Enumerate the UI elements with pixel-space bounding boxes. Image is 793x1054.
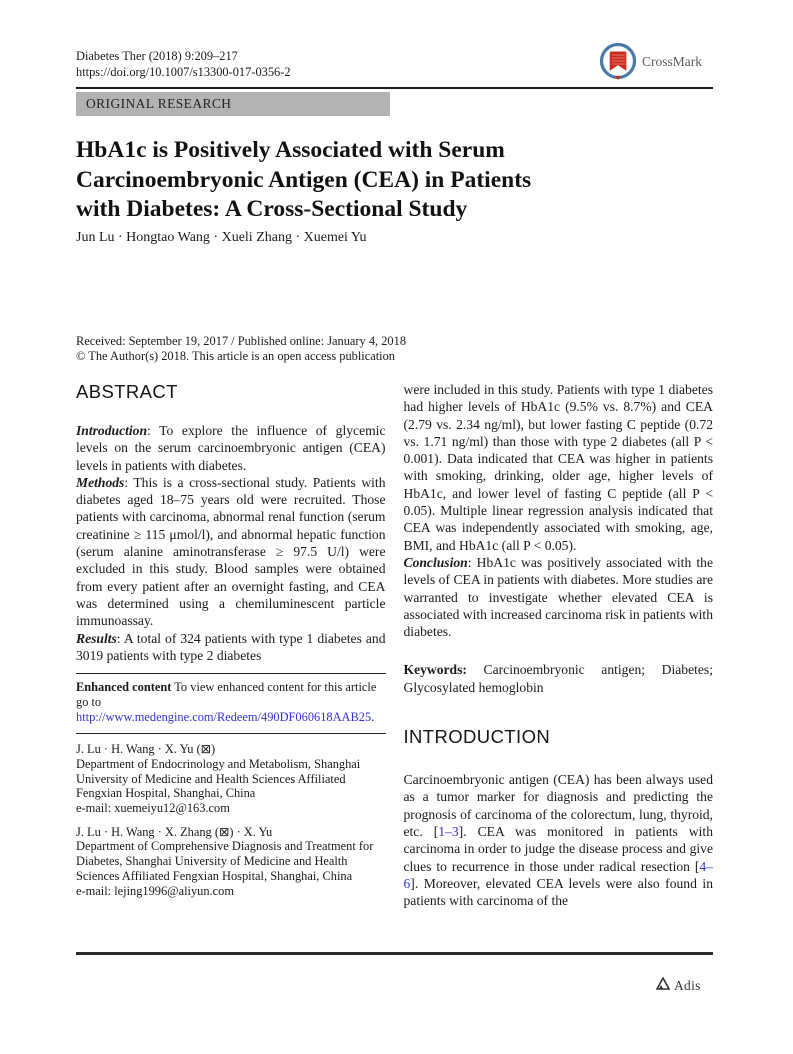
keywords-label: Keywords: bbox=[403, 662, 467, 678]
adis-label: Adis bbox=[674, 978, 701, 993]
abstract-results-label: Results bbox=[76, 630, 117, 646]
doi-url: https://doi.org/10.1007/s13300-017-0356-2 bbox=[76, 64, 291, 79]
article-title bbox=[76, 136, 656, 225]
affiliation-block bbox=[76, 742, 386, 816]
abstract-introduction-text: : To explore the influence of glycemic levels on the serum carcinoembryonic antigen (CEA) levels in patients with diabetes. bbox=[76, 423, 386, 473]
abstract-methods bbox=[76, 474, 386, 630]
title-line: Carcinoembryonic Antigen (CEA) in Patients bbox=[76, 166, 532, 193]
enhanced-content-label: Enhanced content bbox=[76, 680, 172, 695]
abstract-methods-text: : This is a cross-sectional study. Patients with diabetes aged 18–75 years old were recruited. Those patients with carcinoma, abnormal renal function (serum creatinine ≥ 115 μmol/l), and abnormal hepatic function (serum alanine aminotransferase ≥ 97.5 U/l) were excluded in this study. Blood samples were obtained from every patient after an overnight fasting, and CEA was determined using a chemiluminescent particle immunoassay. bbox=[76, 474, 386, 629]
affiliation-authors: J. Lu · H. Wang · X. Yu (⊠) bbox=[76, 742, 216, 757]
article-type-banner: ORIGINAL RESEARCH bbox=[76, 92, 390, 116]
affiliation-email: e-mail: xuemeiyu12@163.com bbox=[76, 801, 230, 816]
publisher-logo bbox=[656, 977, 701, 995]
abstract-results-text-left: : A total of 324 patients with type 1 diabetes and 3019 patients with type 2 diabetes bbox=[76, 630, 386, 663]
abstract-results-continued: were included in this study. Patients with type 1 diabetes had higher levels of HbA1c (9.5% vs. 8.7%) and CEA (2.79 vs. 2.34 ng/ml), but lower fasting C peptide (0.72 vs. 1.71 ng/ml) than those with type 2 diabetes (all P < 0.001). Data indicated that CEA was higher in patients with smoking, drinking, older age, higher levels of HbA1c, and lower level of fasting C peptide (all P < 0.05). Multiple linear regression analysis indicated that CEA was independently associated with smoking, age, BMI, and HbA1c (all P < 0.05). bbox=[403, 382, 713, 553]
article-body bbox=[76, 381, 713, 909]
header-rule bbox=[76, 87, 713, 89]
copyright-line: © The Author(s) 2018. This article is an open access publication bbox=[76, 349, 395, 363]
affiliation-email: e-mail: lejing1996@aliyun.com bbox=[76, 883, 234, 898]
received-line: Received: September 19, 2017 / Published online: January 4, 2018 bbox=[76, 334, 407, 348]
journal-reference: Diabetes Ther (2018) 9:209–217 bbox=[76, 49, 238, 63]
affiliation-address: Department of Endocrinology and Metabolism, Shanghai University of Medicine and Health Sciences Affiliated Fengxian Hospital, Shanghai, China bbox=[76, 756, 361, 801]
affiliation-authors: J. Lu · H. Wang · X. Zhang (⊠) · X. Yu bbox=[76, 824, 273, 839]
footnote-separator bbox=[76, 673, 386, 674]
title-line: HbA1c is Positively Associated with Serum bbox=[76, 137, 505, 163]
crossmark-badge[interactable] bbox=[599, 42, 702, 82]
publication-dates bbox=[76, 334, 406, 364]
introduction-heading: INTRODUCTION bbox=[403, 726, 551, 748]
footer-rule bbox=[76, 952, 713, 955]
enhanced-content-period: . bbox=[371, 709, 375, 724]
abstract-methods-label: Methods bbox=[76, 474, 125, 490]
enhanced-content-text: To view enhanced content for this article go to bbox=[76, 680, 377, 709]
abstract-conclusion bbox=[404, 554, 714, 640]
introduction-text: ]. CEA was monitored in patients with carcinoma in order to judge the disease process and give clues to recurrence in those under radical resection [ bbox=[403, 823, 713, 874]
keywords-text: Carcinoembryonic antigen; Diabetes; Glycosylated hemoglobin bbox=[403, 662, 713, 695]
introduction-text: ]. Moreover, elevated CEA levels were also found in patients with carcinoma of the bbox=[403, 875, 713, 909]
abstract-introduction bbox=[76, 422, 386, 474]
abstract-introduction-label: Introduction bbox=[76, 423, 148, 438]
affiliation-separator bbox=[76, 733, 386, 734]
abstract-heading: ABSTRACT bbox=[76, 381, 178, 402]
keywords bbox=[404, 661, 714, 696]
left-column bbox=[76, 381, 386, 909]
enhanced-content-link[interactable]: http://www.medengine.com/Redeem/490DF060618AAB25 bbox=[76, 709, 372, 724]
citation-link[interactable]: 4–6 bbox=[403, 858, 713, 891]
title-line: with Diabetes: A Cross-Sectional Study bbox=[76, 196, 468, 222]
affiliation-address: Department of Comprehensive Diagnosis and Treatment for Diabetes, Shanghai University of Medicine and Health Sciences Affiliated Fengxian Hospital, Shanghai, China bbox=[76, 839, 374, 883]
abstract-conclusion-label: Conclusion bbox=[403, 554, 468, 570]
right-column bbox=[404, 381, 714, 909]
crossmark-icon bbox=[599, 42, 637, 82]
introduction-paragraph bbox=[404, 771, 714, 909]
affiliation-block bbox=[76, 825, 386, 899]
adis-triangle-icon bbox=[656, 977, 670, 995]
abstract-conclusion-text: : HbA1c was positively associated with the levels of CEA in patients with diabetes. More studies are warranted to investigate whether elevated CEA is associated with increased carcinoma risk in patients with diabetes. bbox=[403, 554, 713, 640]
journal-header bbox=[76, 49, 291, 80]
enhanced-content-note bbox=[76, 680, 386, 724]
introduction-text: Carcinoembryonic antigen (CEA) has been always used as a tumor marker for diagnosis and predicting the prognosis of carcinoma of the colorectum, lung, thyroid, etc. [ bbox=[403, 772, 713, 839]
abstract-results-start bbox=[76, 630, 386, 665]
citation-link[interactable]: 1–3 bbox=[438, 823, 459, 839]
author-list: Jun Lu · Hongtao Wang · Xueli Zhang · Xuemei Yu bbox=[76, 230, 367, 245]
crossmark-label: CrossMark bbox=[642, 54, 702, 69]
